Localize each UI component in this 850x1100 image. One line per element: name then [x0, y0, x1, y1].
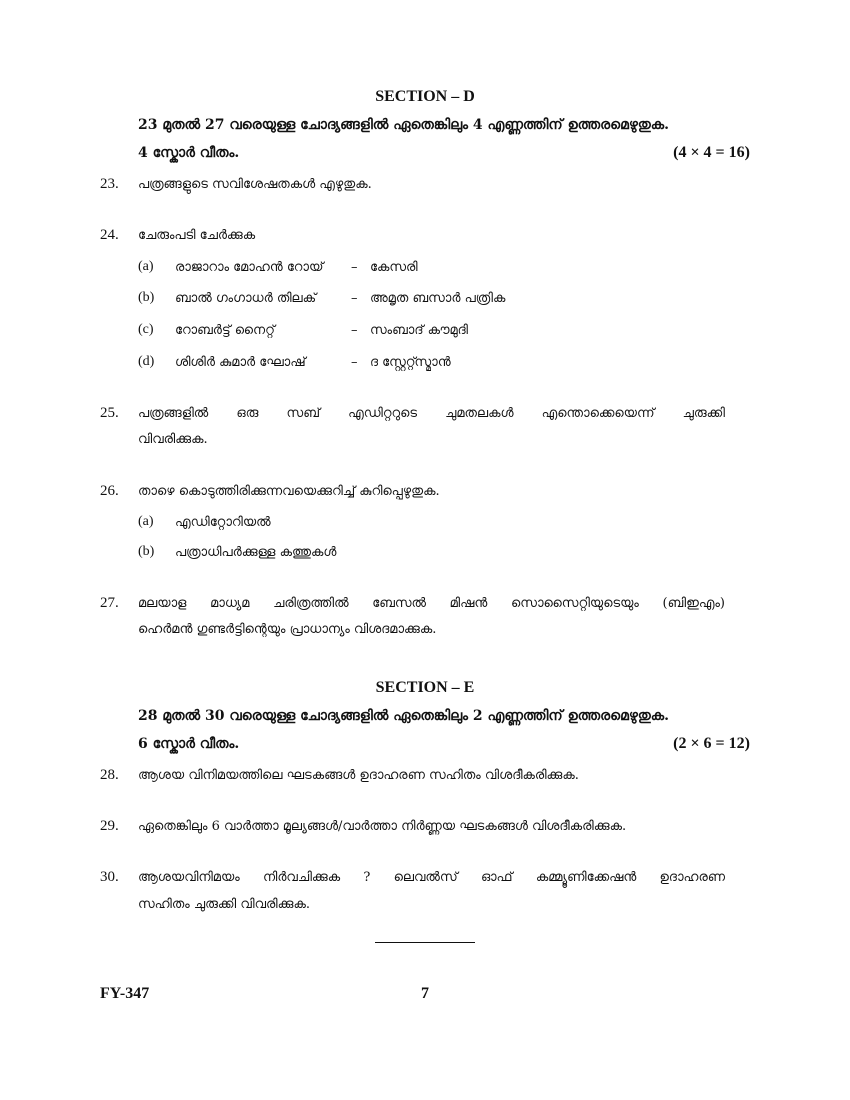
match-right-item: സംബാദ് കൗമുദി [370, 323, 468, 338]
section-d-title: SECTION – D [375, 88, 475, 105]
paper-code: FY-347 [100, 985, 150, 1002]
option-label: (b) [138, 290, 155, 305]
section-d-instruction: 23 മുതൽ 27 വരെയുള്ള ചോദ്യങ്ങളിൽ ഏതെങ്കിലും 4 എണ്ണത്തിന് ഉത്തരമെഴുതുക. [138, 117, 670, 133]
question-number: 24. [100, 227, 119, 243]
section-e-score-note: 6 സ്കോർ വീതം. [138, 736, 240, 752]
match-left-item: റോബർട്ട് നൈറ്റ് [175, 323, 275, 338]
question-26-text: താഴെ കൊടുത്തിരിക്കുന്നവയെക്കുറിച്ച് കുറിപ്പെഴുതുക. [138, 484, 440, 499]
question-number: 30. [100, 869, 119, 885]
option-label: (b) [138, 544, 155, 559]
question-30-line2: സഹിതം ചുരുക്കി വിവരിക്കുക. [138, 897, 310, 912]
question-25-line2: വിവരിക്കുക. [138, 432, 208, 447]
question-23-text: പത്രങ്ങളുടെ സവിശേഷതകൾ എഴുതുക. [138, 177, 372, 192]
question-25-line1: പത്രങ്ങളിൽ ഒരു സബ് എഡിറ്ററുടെ ചുമതലകൾ എന്തൊക്കെയെന്ന് ചുരുക്കി [138, 406, 725, 421]
question-30-line1: ആശയവിനിമയം നിർവചിക്കുക ? ലെവൽസ് ഓഫ് കമ്മ്യൂണിക്കേഷൻ ഉദാഹരണ [138, 870, 725, 885]
question-number: 29. [100, 818, 119, 834]
match-dash: – [351, 291, 358, 306]
page-number: 7 [421, 985, 429, 1002]
option-label: (c) [138, 322, 154, 337]
option-text: പത്രാധിപർക്കുള്ള കത്തുകൾ [175, 545, 337, 560]
question-number: 26. [100, 483, 119, 499]
question-number: 28. [100, 767, 119, 783]
match-left-item: രാജാറാം മോഹൻ റോയ് [175, 260, 324, 275]
section-e-marks: (2 × 6 = 12) [673, 735, 750, 752]
match-right-item: അമൃത ബസാർ പത്രിക [370, 291, 506, 306]
section-e-title: SECTION – E [375, 679, 475, 696]
match-dash: – [351, 323, 358, 338]
match-dash: – [351, 355, 358, 370]
match-right-item: കേസരി [370, 260, 418, 275]
end-divider [375, 942, 475, 943]
question-number: 25. [100, 405, 119, 421]
question-number: 27. [100, 595, 119, 611]
section-d-marks: (4 × 4 = 16) [673, 144, 750, 161]
question-27-line2: ഹെർമൻ ഗുണ്ടർട്ടിന്റെയും പ്രാധാന്യം വിശദമാക്കുക. [138, 622, 437, 637]
option-label: (a) [138, 259, 154, 274]
match-dash: – [351, 260, 358, 275]
match-left-item: ബാൽ ഗംഗാധർ തിലക് [175, 291, 317, 306]
section-e-instruction: 28 മുതൽ 30 വരെയുള്ള ചോദ്യങ്ങളിൽ ഏതെങ്കിലും 2 എണ്ണത്തിന് ഉത്തരമെഴുതുക. [138, 708, 670, 724]
question-28-text: ആശയ വിനിമയത്തിലെ ഘടകങ്ങൾ ഉദാഹരണ സഹിതം വിശദീകരിക്കുക. [138, 768, 579, 783]
question-24-text: ചേരുംപടി ചേർക്കുക [138, 228, 256, 243]
option-label: (a) [138, 514, 154, 529]
section-d-score-note: 4 സ്കോർ വീതം. [138, 145, 240, 161]
question-29-text: ഏതെങ്കിലും 6 വാർത്താ മൂല്യങ്ങൾ/വാർത്താ നിർണ്ണയ ഘടകങ്ങൾ വിശദീകരിക്കുക. [138, 819, 627, 834]
option-label: (d) [138, 354, 155, 369]
question-27-line1: മലയാള മാധ്യമ ചരിത്രത്തിൽ ബേസൽ മിഷൻ സൊസൈറ്റിയുടെയും (ബിഇഎം) [138, 596, 725, 611]
match-right-item: ദ സ്റ്റേറ്റ്സ്മാൻ [370, 355, 451, 370]
match-left-item: ശിശിർ കുമാർ ഘോഷ് [175, 355, 306, 370]
question-number: 23. [100, 176, 119, 192]
option-text: എഡിറ്റോറിയൽ [175, 515, 271, 530]
